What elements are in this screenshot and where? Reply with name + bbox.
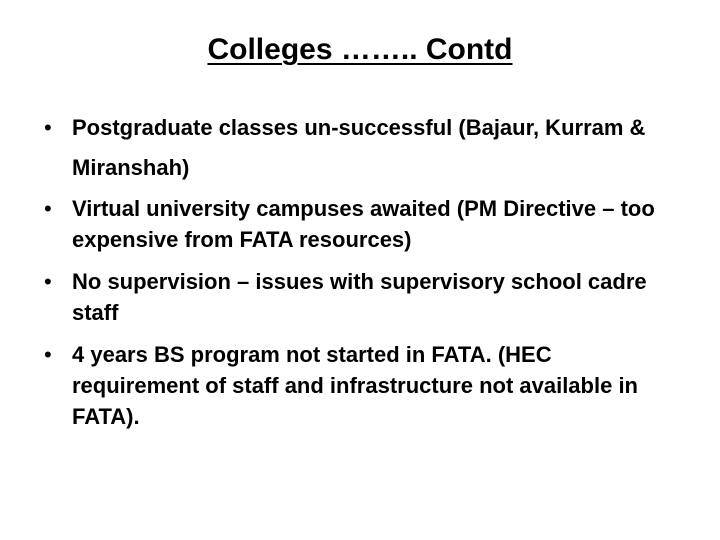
- bullet-marker: •: [44, 269, 52, 294]
- bullet-marker: •: [44, 196, 52, 221]
- bullet-text: Virtual university campuses awaited (PM Directive – too expensive from FATA resources): [72, 196, 655, 252]
- bullet-item: [42, 339, 682, 432]
- slide-title: Colleges …….. Contd: [207, 33, 513, 66]
- bullet-text: 4 years BS program not started in FATA. (HEC requirement of staff and infrastructure not available in FATA).: [72, 342, 638, 429]
- bullet-marker: •: [44, 342, 52, 367]
- bullet-item: [42, 193, 682, 255]
- bullet-item: [42, 108, 682, 188]
- bullet-list: [42, 112, 682, 443]
- bullet-item: [42, 266, 682, 328]
- bullet-text: Postgraduate classes un-successful (Bajaur, Kurram & Miranshah): [72, 115, 646, 180]
- bullet-marker: •: [44, 115, 52, 140]
- bullet-text: No supervision – issues with supervisory school cadre staff: [72, 269, 647, 325]
